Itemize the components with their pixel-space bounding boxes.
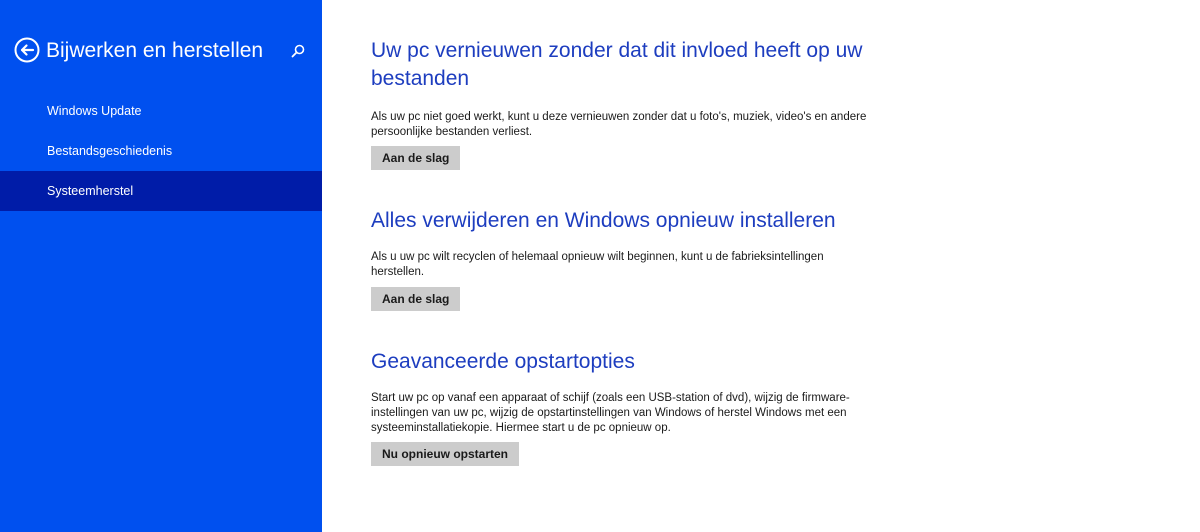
- sidebar-item-label: Systeemherstel: [47, 184, 134, 198]
- back-arrow-icon[interactable]: [14, 37, 40, 63]
- sidebar-item-bestandsgeschiedenis[interactable]: [0, 131, 322, 171]
- section-description: Als uw pc niet goed werkt, kunt u deze vernieuwen zonder dat u foto's, muziek, video's en andere persoonlijke bestanden verliest.: [371, 111, 867, 138]
- section-description: Start uw pc op vanaf een apparaat of schijf (zoals een USB-station of dvd), wijzig de firmware-instellingen van uw pc, wijzig de opstartinstellingen van Windows of herstel Windows met een systeeminstallatiekopie. Hiermee start u de pc opnieuw op.: [371, 392, 850, 434]
- sidebar-header: [14, 37, 314, 67]
- refresh-start-button[interactable]: Aan de slag: [371, 146, 460, 170]
- sidebar-item-systeemherstel[interactable]: [0, 171, 322, 211]
- sidebar-item-label: Bestandsgeschiedenis: [47, 144, 173, 158]
- section-description: Als u uw pc wilt recyclen of helemaal opnieuw wilt beginnen, kunt u de fabrieksintellingen herstellen.: [371, 251, 824, 278]
- sidebar-nav: [0, 91, 322, 211]
- sidebar: [0, 0, 322, 532]
- sidebar-item-label: Windows Update: [47, 104, 142, 118]
- section-title: Uw pc vernieuwen zonder dat dit invloed heeft op uw bestanden: [371, 39, 863, 90]
- advanced-startup-section: [371, 348, 871, 466]
- sidebar-item-windows-update[interactable]: [0, 91, 322, 131]
- restart-now-button[interactable]: Nu opnieuw opstarten: [371, 442, 519, 466]
- refresh-pc-section: [371, 37, 871, 170]
- page-title: Bijwerken en herstellen: [46, 39, 264, 62]
- section-title: Alles verwijderen en Windows opnieuw installeren: [371, 209, 836, 232]
- search-icon[interactable]: [291, 44, 305, 58]
- reset-start-button[interactable]: Aan de slag: [371, 287, 460, 311]
- reset-pc-section: [371, 207, 871, 311]
- section-title: Geavanceerde opstartopties: [371, 350, 635, 373]
